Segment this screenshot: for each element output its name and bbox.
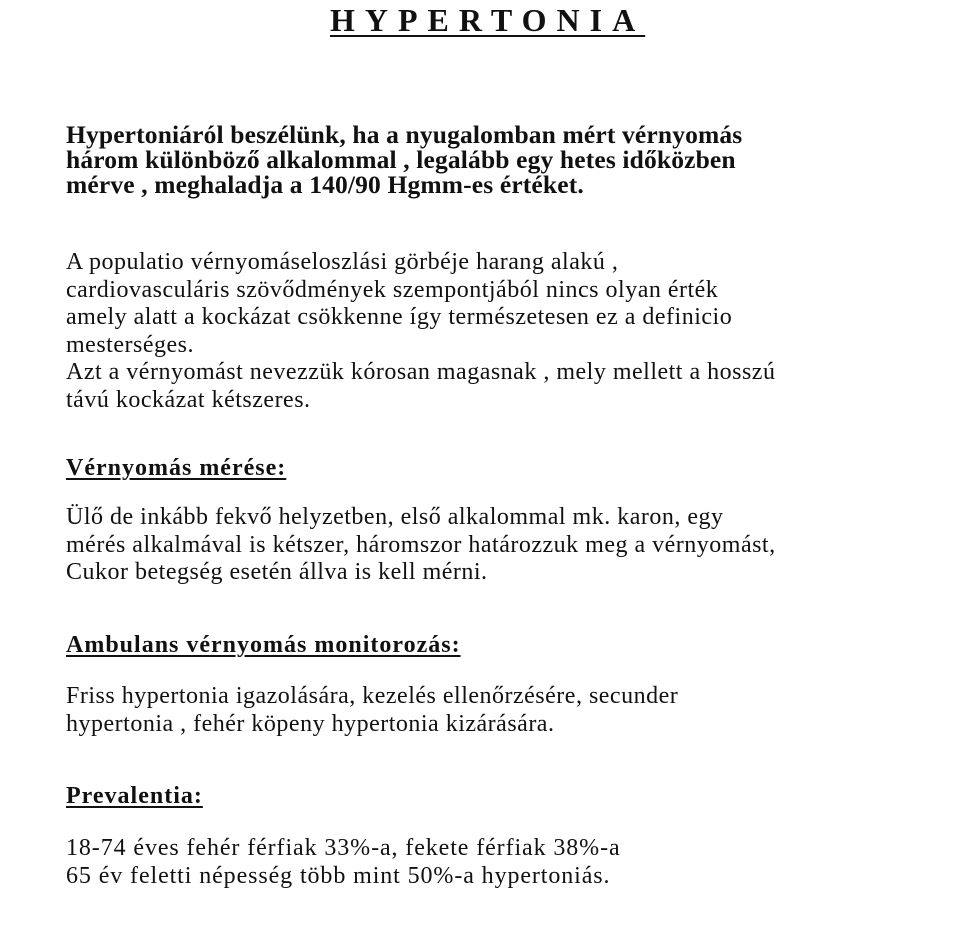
paragraph-line: Azt a vérnyomást nevezzük kórosan magasnak , mely mellett a hosszú — [66, 359, 776, 385]
paragraph-line: hypertonia , fehér köpeny hypertonia kizárására. — [66, 710, 555, 737]
document-title: HYPERTONIA — [330, 2, 646, 38]
paragraph-line: 18-74 éves fehér férfiak 33%-a, fekete férfiak 38%-a — [66, 835, 621, 861]
definition-paragraph — [66, 122, 742, 197]
definition-line: mérve , meghaladja a 140/90 Hgmm-es értéket. — [66, 170, 584, 199]
prevalence-paragraph — [66, 835, 621, 890]
definition-line: három különböző alkalommal , legalább egy hetes időközben — [66, 145, 736, 174]
paragraph-line: távú kockázat kétszeres. — [66, 386, 311, 413]
section-heading-measurement: Vérnyomás mérése: — [66, 455, 287, 481]
paragraph-line: mesterséges. — [66, 331, 194, 358]
paragraph-line: 65 év feletti népesség több mint 50%-a hypertoniás. — [66, 862, 611, 889]
section-heading-monitoring: Ambulans vérnyomás monitorozás: — [66, 632, 461, 658]
paragraph-line: mérés alkalmával is kétszer, háromszor határozzuk meg a vérnyomást, — [66, 531, 776, 558]
paragraph-line: Cukor betegség esetén állva is kell mérni. — [66, 559, 488, 585]
measurement-paragraph — [66, 504, 776, 587]
section-heading-prevalence: Prevalentia: — [66, 783, 203, 809]
paragraph-line: Friss hypertonia igazolására, kezelés ellenőrzésére, secunder — [66, 683, 679, 709]
monitoring-paragraph — [66, 683, 678, 738]
population-paragraph — [66, 249, 775, 414]
paragraph-line: Ülő de inkább fekvő helyzetben, első alkalommal mk. karon, egy — [66, 504, 724, 530]
definition-line: Hypertoniáról beszélünk, ha a nyugalomban mért vérnyomás — [66, 120, 743, 149]
paragraph-line: amely alatt a kockázat csökkenne így természetesen ez a definicio — [66, 304, 733, 330]
paragraph-line: A populatio vérnyomáseloszlási görbéje harang alakú , — [66, 249, 619, 275]
paragraph-line: cardiovasculáris szövődmények szempontjából nincs olyan érték — [66, 276, 719, 303]
